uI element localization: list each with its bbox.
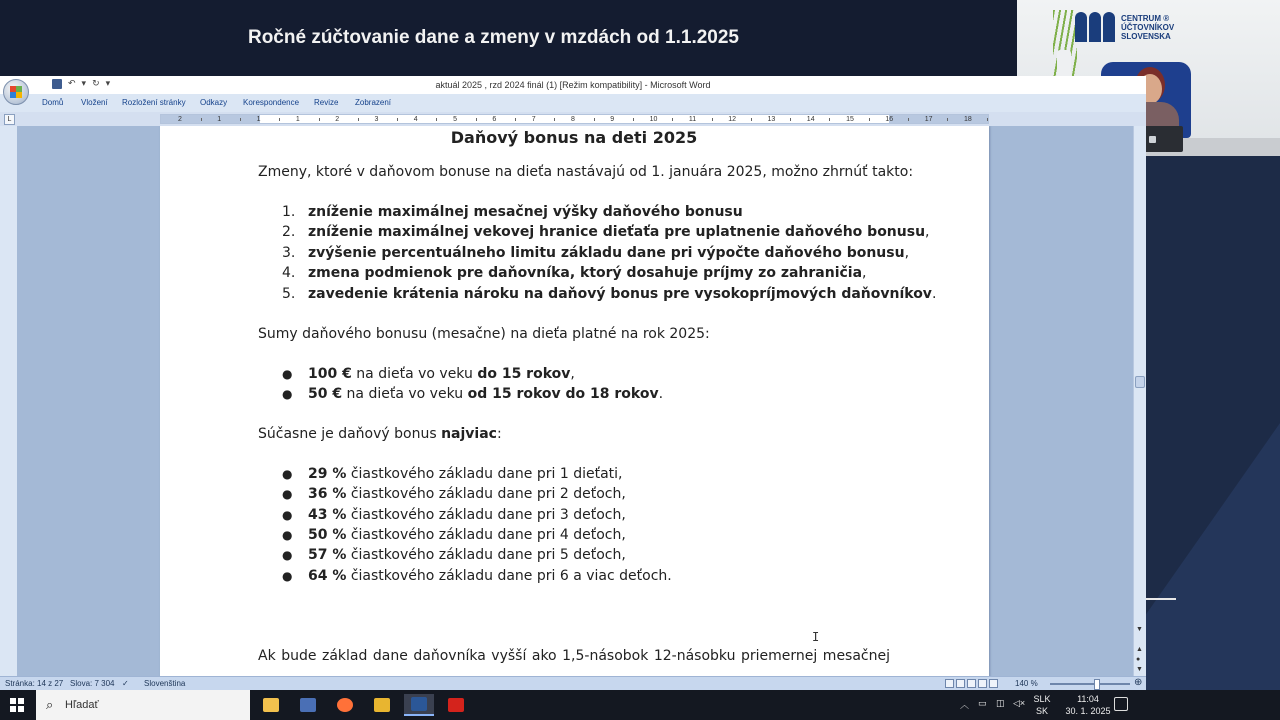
ruler-tick xyxy=(829,118,830,121)
numbered-item: 1. zníženie maximálnej mesačnej výšky daňového bonusu xyxy=(282,204,743,220)
ruler-number: 16 xyxy=(885,116,894,123)
horizontal-ruler[interactable] xyxy=(160,114,989,124)
prev-page-icon[interactable]: ▲ xyxy=(1136,646,1143,653)
bullet-item: ● 50 % čiastkového základu dane pri 4 deťoch, xyxy=(282,527,626,543)
bullet-item: ● 36 % čiastkového základu dane pri 2 deťoch, xyxy=(282,486,626,502)
bullet-item: ● 29 % čiastkového základu dane pri 1 dieťati, xyxy=(282,466,623,482)
scroll-down-icon[interactable]: ▼ xyxy=(1136,626,1143,633)
bullet-icon: ● xyxy=(282,569,293,583)
window-title: aktuál 2025 , rzd 2024 finál (1) [Režim kompatibility] - Microsoft Word xyxy=(435,80,711,90)
bullet-item: ● 43 % čiastkového základu dane pri 3 deťoch, xyxy=(282,507,626,523)
zoom-in-icon[interactable]: ⊕ xyxy=(1134,677,1143,688)
ruler-tick xyxy=(319,118,320,121)
bullet-item: ● 57 % čiastkového základu dane pri 5 deťoch, xyxy=(282,547,626,563)
vertical-scrollbar[interactable] xyxy=(1133,126,1146,676)
bullet-icon: ● xyxy=(282,508,293,522)
ruler-number: 4 xyxy=(413,116,418,123)
outline-icon[interactable] xyxy=(978,679,987,688)
network-icon[interactable]: ◫ xyxy=(996,698,1005,708)
search-icon: ⌕ xyxy=(46,697,54,712)
web-layout-icon[interactable] xyxy=(967,679,976,688)
tab-home[interactable]: Domů xyxy=(42,98,64,107)
input-language[interactable]: SLK SK xyxy=(1033,694,1051,716)
proofing-icon[interactable]: ✓ xyxy=(122,679,129,688)
battery-icon[interactable]: ▭ xyxy=(978,698,987,708)
ruler-tick xyxy=(672,118,673,121)
ruler-number: 13 xyxy=(767,116,776,123)
text-cursor-icon: I xyxy=(812,630,820,644)
ruler-number: 17 xyxy=(924,116,933,123)
ruler-number: 11 xyxy=(688,116,697,123)
sums-paragraph: Sumy daňového bonusu (mesačne) na dieťa platné na rok 2025: xyxy=(258,326,710,342)
ruler-number: 2 xyxy=(178,116,182,123)
bullet-item: ● 100 € na dieťa vo veku do 15 rokov, xyxy=(282,366,575,382)
view-buttons xyxy=(945,679,998,688)
ruler-number: 6 xyxy=(492,116,497,123)
bullet-icon: ● xyxy=(282,548,293,562)
bullet-item: ● 50 € na dieťa vo veku od 15 rokov do 18 rokov. xyxy=(282,386,664,402)
ribbon-tabs xyxy=(0,94,1146,112)
cus-logo xyxy=(1075,8,1225,46)
slide-header xyxy=(0,0,1017,76)
ruler-number: 3 xyxy=(374,116,379,123)
max-paragraph: Súčasne je daňový bonus najviac: xyxy=(258,426,502,442)
dropdown-icon[interactable]: ▾ xyxy=(81,78,87,88)
ruler-tick xyxy=(436,118,437,121)
ruler-number: 10 xyxy=(649,116,658,123)
cus-logo-mark-icon xyxy=(1075,12,1115,42)
cus-logo-text: CENTRUM ® ÚČTOVNÍKOV SLOVENSKA xyxy=(1121,13,1175,41)
ruler-tick xyxy=(712,118,713,121)
ruler-tick xyxy=(908,118,909,121)
last-paragraph: Ak bude základ dane daňovníka vyšší ako 1,5-násobok 12-násobku priemernej mesačnej xyxy=(258,648,890,664)
ruler-number: 1 xyxy=(256,116,261,123)
draft-icon[interactable] xyxy=(989,679,998,688)
word-window xyxy=(0,76,1146,690)
decor-line xyxy=(1146,598,1176,600)
slide-title: Ročné zúčtovanie dane a zmeny v mzdách od 1.1.2025 xyxy=(247,27,739,48)
ruler-number: 1 xyxy=(217,116,222,123)
save-disk-icon[interactable] xyxy=(293,694,323,716)
document-heading: Daňový bonus na deti 2025 xyxy=(450,128,698,147)
bullet-icon: ● xyxy=(282,528,293,542)
ruler-row xyxy=(0,112,1146,126)
bullet-icon: ● xyxy=(282,367,293,381)
acrobat-icon[interactable] xyxy=(441,694,471,716)
zoom-slider[interactable] xyxy=(1050,683,1130,685)
notifications-icon[interactable] xyxy=(1114,697,1128,711)
tab-mailings[interactable]: Korespondence xyxy=(243,98,300,107)
search-placeholder: Hľadať xyxy=(65,699,99,711)
office-logo-icon xyxy=(10,86,22,98)
tab-references[interactable]: Odkazy xyxy=(200,98,228,107)
tab-review[interactable]: Revize xyxy=(314,98,339,107)
ruler-tick xyxy=(947,118,948,121)
ruler-tick xyxy=(869,118,870,121)
document-area[interactable] xyxy=(17,126,1133,676)
ruler-tick xyxy=(358,118,359,121)
zoom-level[interactable]: 140 % xyxy=(1015,679,1038,688)
numbered-item: 4. zmena podmienok pre daňovníka, ktorý dosahuje príjmy zo zahraničia, xyxy=(282,265,867,281)
ruler-number: 2 xyxy=(335,116,340,123)
customize-qat-icon[interactable]: ▾ xyxy=(105,78,111,88)
tab-view[interactable]: Zobrazení xyxy=(355,98,392,107)
word-taskbar-icon[interactable] xyxy=(404,694,434,716)
ruler-tick xyxy=(790,118,791,121)
bullet-icon: ● xyxy=(282,487,293,501)
ruler-tick xyxy=(397,118,398,121)
windows-start-icon[interactable] xyxy=(10,698,24,712)
slide-side-panel xyxy=(1146,156,1280,690)
tab-selector[interactable]: L xyxy=(4,114,15,125)
full-screen-reading-icon[interactable] xyxy=(956,679,965,688)
ruler-number: 9 xyxy=(610,116,615,123)
ruler-tick xyxy=(633,118,634,121)
ruler-tick xyxy=(279,118,280,121)
ruler-tick xyxy=(594,118,595,121)
tab-insert[interactable]: Vložení xyxy=(81,98,108,107)
bullet-item: ● 64 % čiastkového základu dane pri 6 a viac deťoch. xyxy=(282,568,672,584)
volume-icon[interactable]: ◁× xyxy=(1013,698,1026,708)
intro-paragraph: Zmeny, ktoré v daňovom bonuse na dieťa nastávajú od 1. januára 2025, možno zhrnúť takto: xyxy=(258,164,914,180)
redo-icon[interactable]: ↻ xyxy=(92,78,100,88)
numbered-item: 5. zavedenie krátenia nároku na daňový bonus pre vysokopríjmových daňovníkov. xyxy=(282,286,937,302)
ruler-tick xyxy=(515,118,516,121)
word-count[interactable]: Slova: 7 304 xyxy=(70,679,115,688)
ruler-tick xyxy=(476,118,477,121)
ruler-number: 1 xyxy=(295,116,300,123)
ruler-number: 15 xyxy=(846,116,854,123)
ruler-number: 5 xyxy=(453,116,457,123)
title-bar xyxy=(0,76,1146,94)
ruler-number: 18 xyxy=(964,116,972,123)
page-count[interactable]: Stránka: 14 z 27 xyxy=(5,679,64,688)
numbered-item: 3. zvýšenie percentuálneho limitu základu dane pri výpočte daňového bonusu, xyxy=(282,245,910,261)
ruler-tick xyxy=(751,118,752,121)
undo-icon[interactable]: ↶ xyxy=(68,78,76,88)
system-clock[interactable]: 11:04 30. 1. 2025 xyxy=(1065,694,1111,716)
ruler-tick xyxy=(240,118,241,121)
ruler-tick xyxy=(201,118,202,121)
print-layout-icon[interactable] xyxy=(945,679,954,688)
file-explorer-icon[interactable] xyxy=(256,694,286,716)
document-page[interactable] xyxy=(160,126,989,676)
tab-page-layout[interactable]: Rozložení stránky xyxy=(122,98,186,107)
taskbar-search[interactable] xyxy=(36,690,250,720)
scroll-thumb[interactable] xyxy=(1135,376,1145,388)
status-bar xyxy=(0,676,1146,690)
ruler-number: 14 xyxy=(806,116,815,123)
ruler-tick xyxy=(554,118,555,121)
firefox-icon[interactable] xyxy=(330,694,360,716)
next-page-icon[interactable]: ▼ xyxy=(1136,666,1143,673)
numbered-item: 2. zníženie maximálnej vekovej hranice dieťaťa pre uplatnenie daňového bonusu, xyxy=(282,224,930,240)
bullet-icon: ● xyxy=(282,467,293,481)
office-button[interactable] xyxy=(3,79,29,105)
ruler-number: 8 xyxy=(571,116,575,123)
bullet-icon: ● xyxy=(282,387,293,401)
language-indicator[interactable]: Slovenština xyxy=(144,679,186,688)
browse-object-icon[interactable]: ● xyxy=(1136,656,1141,663)
ruler-number: 7 xyxy=(531,116,536,123)
ruler-tick xyxy=(987,118,988,121)
taskbar xyxy=(0,690,1280,720)
ruler-number: 12 xyxy=(728,116,736,123)
folder-icon[interactable] xyxy=(367,694,397,716)
tray-chevron-icon[interactable]: ︿ xyxy=(960,700,970,710)
